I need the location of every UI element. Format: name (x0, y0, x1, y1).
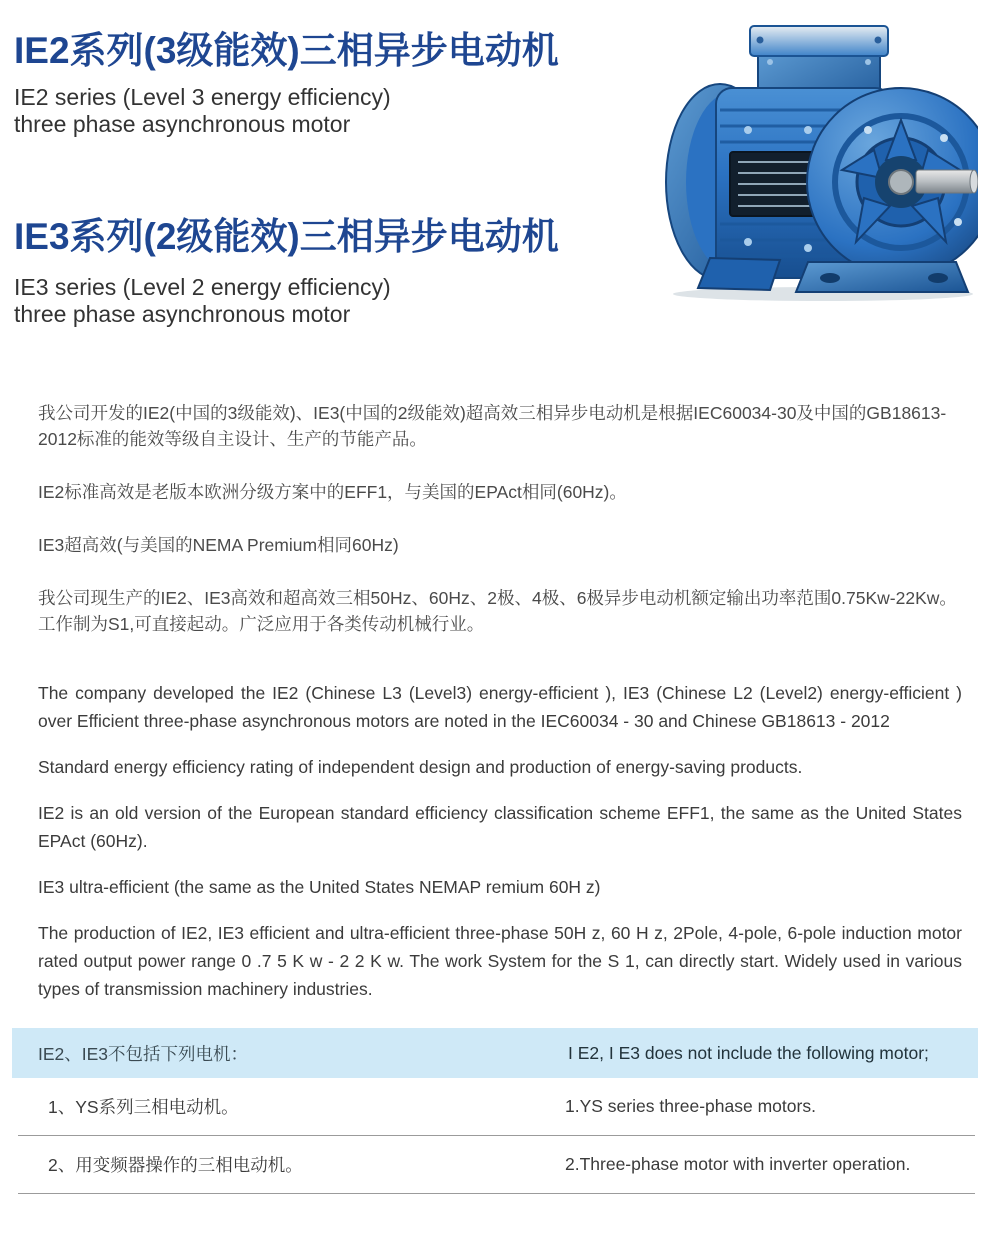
exclusion-row-1-en: 1.YS series three-phase motors. (565, 1096, 816, 1116)
paragraph-en-4: IE3 ultra-efficient (the same as the United States NEMAP remium 60H z) (38, 877, 601, 897)
mounting-feet (698, 258, 968, 292)
exclusion-rows (18, 1078, 975, 1194)
exclusion-section (12, 1028, 978, 1194)
body-copy (0, 400, 1000, 1003)
ie3-title-zh: IE3系列(2级能效)三相异步电动机 (14, 216, 559, 257)
paragraph-zh-4: 我公司现生产的IE2、IE3高效和超高效三相50Hz、60Hz、2极、4极、6极异步电动机额定输出功率范围0.75Kw-22Kw。工作制为S1,可直接起动。广泛应用于各类传动机械行业。 (38, 588, 957, 634)
english-paragraphs (38, 679, 962, 1003)
ie2-title-en-line1: IE2 series (Level 3 energy efficiency) (14, 84, 391, 110)
motor-shaft (889, 170, 978, 194)
ie3-title-en-line2: three phase asynchronous motor (14, 301, 351, 327)
paragraph-en-1: The company developed the IE2 (Chinese L3 (Level3) energy-efficient ), IE3 (Chinese L2 (Level2) energy-efficient ) over Efficient three-phase asynchronous motors are noted in the IEC60034 - 30 and Chinese GB18613 - 2012 (38, 683, 962, 731)
paragraph-en-3: IE2 is an old version of the European standard efficiency classification scheme EFF1, the same as the United States EPAct (60Hz). (38, 803, 962, 851)
chinese-paragraphs (38, 400, 962, 637)
paragraph-zh-1: 我公司开发的IE2(中国的3级能效)、IE3(中国的2级能效)超高效三相异步电动机是根据IEC60034-30及中国的GB18613-2012标准的能效等级自主设计、生产的节能产品。 (38, 403, 947, 449)
paragraph-zh-3: IE3超高效(与美国的NEMA Premium相同60Hz) (38, 535, 399, 555)
paragraph-en-5: The production of IE2, IE3 efficient and ultra-efficient three-phase 50H z, 60 H z, 2Pole, 4-pole, 6-pole induction motor rated output power range 0 .7 5 K w - 2 2 K w. The work System for the S 1, can directly start. Widely used in various types of transmission machinery industries. (38, 923, 962, 999)
exclusion-row-1 (18, 1078, 975, 1136)
exclusion-banner-zh: IE2、IE3不包括下列电机： (38, 1043, 249, 1064)
paragraph-en-2: Standard energy efficiency rating of independent design and production of energy-saving products. (38, 757, 803, 777)
exclusion-row-2-en: 2.Three-phase motor with inverter operation. (565, 1154, 911, 1174)
exclusion-banner-en: I E2, I E3 does not include the following motor; (568, 1042, 929, 1063)
exclusion-row-2-zh: 2、用变频器操作的三相电动机。 (48, 1155, 303, 1175)
exclusion-row-2 (18, 1136, 975, 1194)
ie2-title-zh: IE2系列(3级能效)三相异步电动机 (14, 30, 559, 71)
motor-illustration (658, 10, 978, 302)
exclusion-row-1-zh: 1、YS系列三相电动机。 (48, 1097, 239, 1117)
exclusion-banner (12, 1028, 978, 1078)
paragraph-zh-2: IE2标准高效是老版本欧洲分级方案中的EFF1，与美国的EPAct相同(60Hz)。 (38, 482, 627, 502)
ie2-title-en-line2: three phase asynchronous motor (14, 111, 351, 137)
ie3-title-en-line1: IE3 series (Level 2 energy efficiency) (14, 274, 391, 300)
motor-product-image (658, 10, 978, 302)
